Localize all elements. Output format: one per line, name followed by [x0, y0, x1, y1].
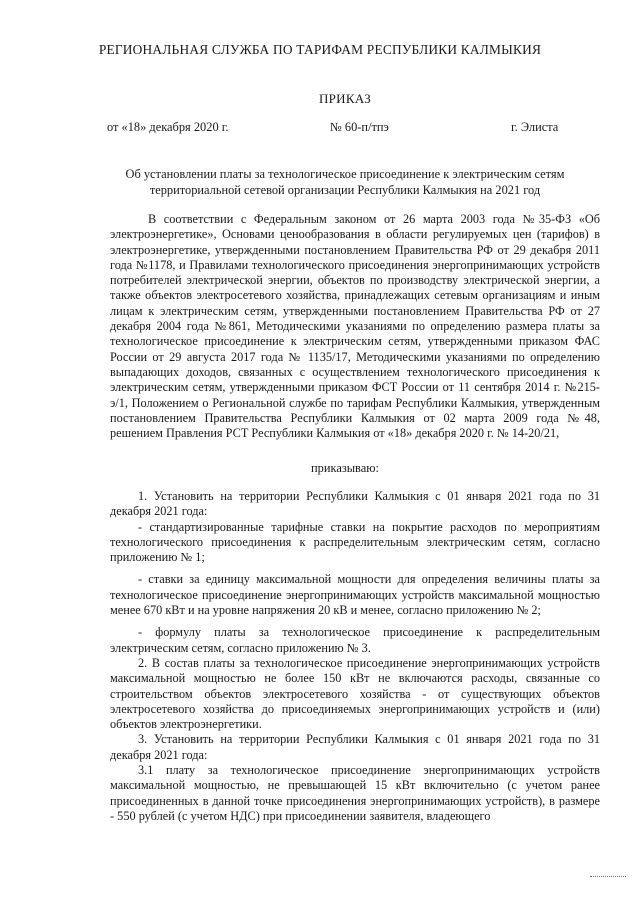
item-1-sub-1: - стандартизированные тарифные ставки на покрытие расходов по мероприятиям технологического присоединения к распределительным электрическим сетям, согласно приложению № 1; — [110, 519, 600, 565]
item-3-1: 3.1 плату за технологическое присоединение энергопринимающих устройств максимальной мощностью, не превышающей 15 кВт включительно (с учетом ранее присоединенных в данной точке присоединения энергопринимающих устройств), в размере - 550 рублей (с учетом НДС) при присоединении заявителя, владеющего — [110, 763, 600, 823]
preamble — [110, 212, 600, 441]
item-1-sub-3: - формулу платы за технологическое присоединение к распределительным электрическим сетям, согласно приложению № 3. — [110, 625, 600, 655]
item-3: 3. Установить на территории Республики Калмыкия с 01 января 2021 года по 31 декабря 2021 года: — [110, 732, 600, 762]
subject-line-1: Об установлении платы за технологическое присоединение к электрическим сетям — [125, 167, 565, 181]
document-type: ПРИКАЗ — [318, 91, 372, 106]
item-2: 2. В состав платы за технологическое присоединение энергопринимающих устройств максимальной мощностью не более 150 кВт не включаются расходы, связанные со строительством объектов электросетевого хозяйства - от существующих объектов электросетевого хозяйства до присоединяемых энергопринимающих устройств и (или) объектов электроэнергетики. — [110, 655, 600, 732]
subject-line-2: территориальной сетевой организации Республики Калмыкия на 2021 год — [149, 183, 541, 197]
order-items — [110, 489, 600, 824]
page-edge-mark — [590, 876, 626, 877]
item-1: 1. Установить на территории Республики Калмыкия с 01 января 2021 года по 31 декабря 2021 года: — [110, 489, 600, 519]
preamble-paragraph: В соответствии с Федеральным законом от 26 марта 2003 года №35-ФЗ «Об электроэнергетике», Основами ценообразования в области регулируемых цен (тарифов) в электроэнергетике, утвержденными постановлением Правительства РФ от 29 декабря 2011 года №1178, и Правилами технологического присоединения энергопринимающих устройств потребителей электрической энергии, объектов по производству электрической энергии, а также объектов электросетевого хозяйства, принадлежащих сетевым организациям и иным лицам к электрическим сетям, утвержденными постановлением Правительства РФ от 27 декабря 2004 года №861, Методическими указаниями по определению размера платы за технологическое присоединение к электрическим сетям, утвержденными приказом ФАС России от 29 августа 2017 года № 1135/17, Методическими указаниями по определению выпадающих доходов, связанных с осуществлением технологического присоединения к электрическим сетям, утвержденными приказом ФСТ России от 11 сентября 2014 г. №215-э/1, Положением о Региональной службе по тарифам Республики Калмыкия, утвержденным постановлением Правительства Республики Калмыкия от 02 марта 2009 года №48, решением Правления РСТ Республики Калмыкия от «18» декабря 2020 г. № 14-20/21, — [110, 212, 600, 441]
order-subject — [0, 166, 640, 198]
organization-title: РЕГИОНАЛЬНАЯ СЛУЖБА ПО ТАРИФАМ РЕСПУБЛИКИ КАЛМЫКИЯ — [98, 42, 542, 57]
order-number: № 60-п/тпэ — [330, 120, 389, 134]
item-1-sub-2: - ставки за единицу максимальной мощности для определения величины платы за технологическое присоединение энергопринимающих устройств максимальной мощностью менее 670 кВт и на уровне напряжения 20 кВ и менее, согласно приложению № 2; — [110, 572, 600, 618]
order-place: г. Элиста — [511, 120, 559, 134]
order-date: от «18» декабря 2020 г. — [107, 120, 229, 134]
decree-word: приказываю: — [311, 461, 379, 475]
